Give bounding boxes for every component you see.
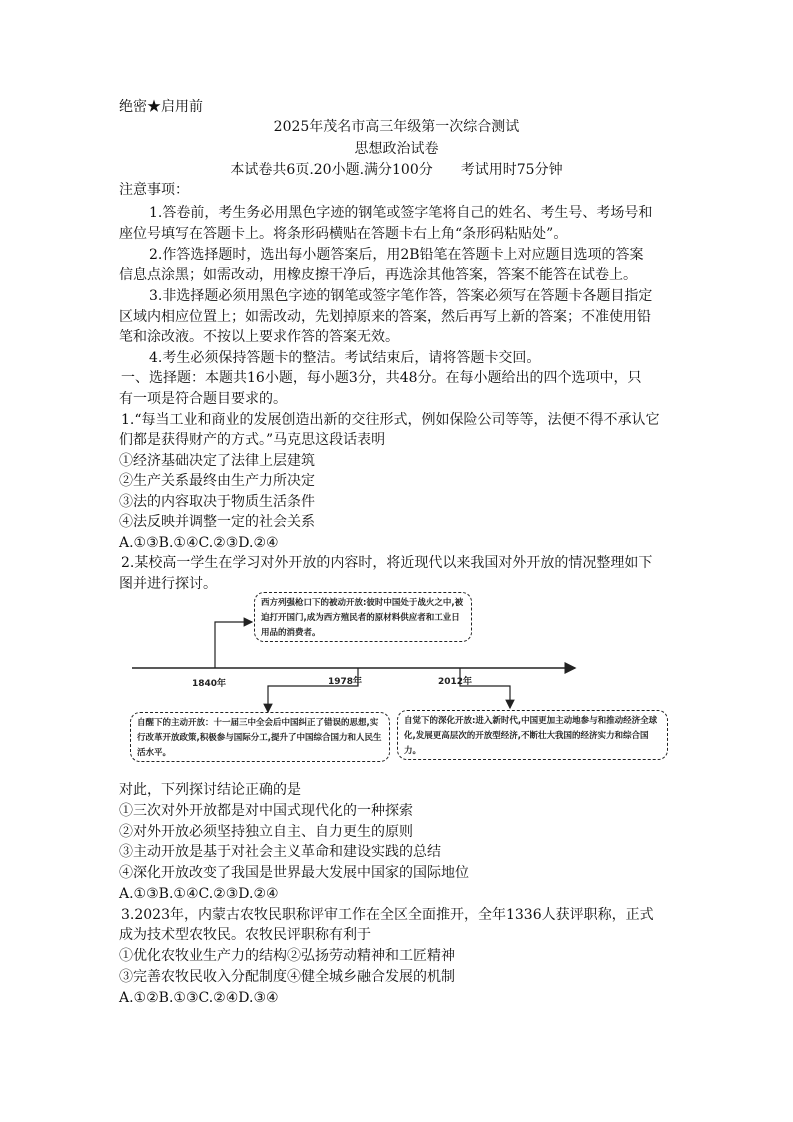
- q2-stem: 图并进行探讨。: [119, 576, 217, 592]
- note-line: 信息点涂黑；如需改动，用橡皮擦干净后，再选涂其他答案，答案不能答在试卷上。: [119, 267, 637, 283]
- section-heading: 一、选择题：本题共16小题，每小题3分，共48分。在每小题给出的四个选项中，只: [121, 370, 642, 386]
- notes-heading: 注意事项：: [119, 182, 189, 198]
- note-line: 区域内相应位置上；如需改动，先划掉原来的答案，然后再写上新的答案；不准使用铅: [119, 309, 651, 325]
- q3-option: ③完善农牧民收入分配制度④健全城乡融合发展的机制: [119, 969, 455, 985]
- q2-option: ④深化开放改变了我国是世界最大发展中国家的国际地位: [119, 865, 469, 881]
- exam-info: 本试卷共6页.20小题.满分100分 考试用时75分钟: [230, 162, 563, 178]
- q1-stem: 1.“每当工业和商业的发展创造出新的交往形式，例如保险公司等等，法便不得不承认它: [121, 412, 660, 428]
- q1-option: ①经济基础决定了法律上层建筑: [119, 453, 315, 469]
- box-passive-opening: 西方列强枪口下的被动开放:彼时中国处于战火之中,被迫打开国门,成为西方殖民者的原材料供应者和工业日用品的消费者。: [254, 592, 472, 642]
- box-deepened-opening: 自觉下的深化开放:进入新时代,中国更加主动地参与和推动经济全球化,发展更高层次的开放型经济,不断壮大我国的经济实力和综合国力。: [397, 710, 668, 760]
- q2-option: ①三次对外开放都是对中国式现代化的一种探索: [119, 803, 413, 819]
- q2-option: ③主动开放是基于对社会主义革命和建设实践的总结: [119, 844, 441, 860]
- q2-answers: A.①③B.①④C.②③D.②④: [119, 886, 279, 902]
- q2-option: ②对外开放必须坚持独立自主、自力更生的原则: [119, 824, 413, 840]
- q1-stem: 们都是获得财产的方式。”马克思这段话表明: [119, 432, 386, 448]
- q3-stem: 3.2023年，内蒙古农牧民职称评审工作在全区全面推开，全年1336人获评职称，正式: [121, 907, 654, 923]
- q1-option: ④法反映并调整一定的社会关系: [119, 514, 315, 530]
- year-label-1840: 1840年: [192, 679, 227, 689]
- note-line: 1.答卷前，考生务必用黑色字迹的钢笔或签字笔将自己的姓名、考生号、考场号和: [149, 205, 653, 221]
- q3-stem: 成为技术型农牧民。农牧民评职称有利于: [119, 927, 371, 943]
- note-line: 2.作答选择题时，选出每小题答案后，用2B铅笔在答题卡上对应题目选项的答案: [149, 247, 644, 263]
- connector-1840: [215, 622, 252, 668]
- open-policy-timeline-diagram: [130, 590, 670, 762]
- q1-option: ②生产关系最终由生产力所决定: [119, 473, 315, 489]
- q1-option: ③法的内容取决于物质生活条件: [119, 494, 315, 510]
- confidential-label: 绝密★启用前: [119, 99, 203, 115]
- q3-answers: A.①②B.①③C.②④D.③④: [119, 990, 279, 1006]
- exam-subject: 思想政治试卷: [354, 141, 439, 157]
- note-line: 4.考生必须保持答题卡的整洁。考试结束后，请将答题卡交回。: [149, 350, 541, 366]
- year-label-2012: 2012年: [438, 677, 473, 687]
- exam-title: 2025年茂名市高三年级第一次综合测试: [273, 119, 520, 135]
- year-label-1978: 1978年: [328, 677, 363, 687]
- q2-prompt: 对此，下列探讨结论正确的是: [119, 782, 301, 798]
- note-line: 3.非选择题必须用黑色字迹的钢笔或签字笔作答，答案必须写在答题卡各题目指定: [149, 288, 653, 304]
- q2-stem: 2.某校高一学生在学习对外开放的内容时，将近现代以来我国对外开放的情况整理如下: [121, 555, 653, 571]
- section-heading-cont: 有一项是符合题目要求的。: [119, 391, 287, 407]
- q1-answers: A.①③B.①④C.②③D.②④: [119, 535, 279, 551]
- q3-option: ①优化农牧业生产力的结构②弘扬劳动精神和工匠精神: [119, 948, 455, 964]
- box-active-opening: 自醒下的主动开放：十一届三中全会后中国纠正了错误的思想,实行改革开放政策,积极参与国际分工,提升了中国综合国力和人民生活水平。: [130, 712, 390, 762]
- note-line: 笔和涂改液。不按以上要求作答的答案无效。: [119, 329, 399, 345]
- note-line: 座位号填写在答题卡上。将条形码横贴在答题卡右上角“条形码粘贴处”。: [119, 226, 568, 242]
